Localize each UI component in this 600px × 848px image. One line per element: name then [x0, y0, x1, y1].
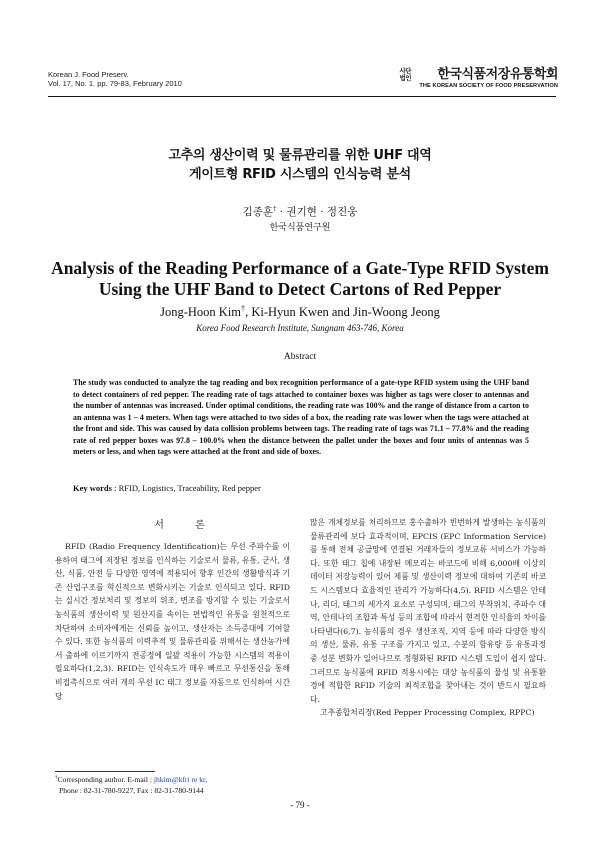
footnote-line2: Phone : 82-31-780-9227, Fax : 82-31-780-9144 — [59, 786, 204, 795]
footnote-mark: † — [55, 775, 58, 781]
korean-title — [40, 146, 560, 184]
journal-citation: Vol. 17, No. 1. pp. 79-83, February 2010 — [48, 79, 182, 88]
society-name-en: THE KOREAN SOCIETY OF FOOD PRESERVATION — [419, 83, 558, 89]
korean-authors — [40, 205, 560, 219]
footnote-author-label: Corresponding author. E-mail : — [57, 775, 154, 784]
society-mark-bottom: 법인 — [399, 74, 412, 82]
abstract-text: The study was conducted to analyze the tag reading and box recognition performance of a gate-type RFID system using the UHF band to detect containers of red pepper. The reading rate of tags attached to container boxes was higher as tags were closer to antennas and the number of antennas was increased. Under optimal conditions, the reading rate was 100% and the range of distance from a carton to an antenna was 1 – 4 meters. When tags were attached to two sides of a box, the reading rate was lower when the tags were attached at the front and side. This was caused by data collision problems between tags. The reading rate of tags was 71.1 – 77.8% and the reading rate of red pepper boxes was 97.8 – 100.0% when the distance between the pallet under the boxes and four units of antennas was 5 meters or less, and when tags were attached at the front and side of boxes. — [73, 378, 529, 456]
korean-title-line1: 고추의 생산이력 및 물류관리를 위한 UHF 대역 — [168, 148, 432, 163]
footnote — [55, 774, 295, 796]
body-column-left — [55, 540, 290, 703]
keywords-label: Key words — [73, 483, 112, 493]
footnote-email-link[interactable]: jhkim@kfri re kr, — [153, 775, 208, 784]
body-paragraph: 많은 개체정보를 처리하므로 홍수출하가 빈번하게 발생하는 농식품의 물류관리에 보다 효과적이며, EPCIS (EPC Information Service)를 통해 전체 공급망에 연결된 거래자들의 정보교류 서비스가 가능하다. 또한 태그 칩에 내장된 메모리는 바코드에 비해 6,000배 이상의 데이터 저장능력이 있어 제품 및 생산이력 정보에 대하여 기존의 바코드 시스템보다 효율적인 관리가 가능하다(4,5). RFID 시스템은 안테나, 리더, 태그의 세가지 요소로 구성되며, 태그의 부착위치, 주파수 대역, 안테나의 조합과 특성 등의 조합에 따라서 현격한 인식율의 차이를 나타낸다(6,7). 농식품의 경우 생산조직, 지역 등에 따라 다양한 방식의 생산, 물류, 유통 구조를 가지고 있고, 수분의 함유량 등 유통과정 중 성분 변화가 일어나므로 정형화된 RFID 시스템 도입이 쉽지 않다. 그러므로 농식품에 RFID 적용시에는 대상 농식품의 물성 및 유통환경에 적합한 RFID 기술의 최적조합을 찾아내는 것이 반드시 필요하다. — [310, 518, 546, 704]
society-logo — [396, 68, 558, 90]
body-paragraph: RFID (Radio Frequency Identification)는 무선 주파수를 이용하여 태그에 저장된 정보를 인식하는 기술로서 물류, 유통, 군사, 생산, 식품, 안전 등 다양한 영역에 적용되어 향후 인간의 생활방식과 기존 산업구조를 혁신적으로 변화시키는 기술로 인식되고 있다. RFID는 실시간 정보처리 및 정보의 위조, 변조를 방지할 수 있는 기술로서 농식품의 생산이력 및 원산지를 속이는 편법적인 유통을 원천적으로 차단하여 소비자에게는 신뢰를 높이고, 생산자는 소득증대에 기여할 수 있다. 또한 농식품의 이력추적 및 물류관리를 위해서는 생산농가에서 출하에 이르기까지 전공정에 일괄 적용이 가능한 시스템의 적용이 필요하다(1,2,3). RFID는 인식속도가 매우 빠르고 무선통신을 통해 비접촉식으로 여러 개의 무선 IC 태그 정보를 자동으로 인식하여 시간당 — [55, 542, 290, 701]
header-rule — [48, 96, 556, 97]
english-title-line1: Analysis of the Reading Performance of a Gate-Type RFID System — [51, 258, 549, 278]
english-authors — [40, 305, 560, 320]
corresponding-mark: † — [241, 303, 246, 313]
korean-affiliation: 한국식품연구원 — [269, 223, 331, 233]
page-number: - 79 - — [290, 800, 310, 810]
journal-name: Korean J. Food Preserv. — [48, 70, 129, 79]
abstract-heading: Abstract — [283, 352, 317, 362]
english-corresponding-author: Jong-Hoon Kim — [160, 305, 242, 319]
korean-title-line2: 게이트형 RFID 시스템의 인식능력 분석 — [189, 167, 411, 182]
corresponding-mark: † — [273, 204, 277, 213]
body-paragraph: 고추종합처리장(Red Pepper Processing Complex, RPPC) — [320, 708, 535, 718]
footnote-rule — [55, 771, 155, 772]
english-affiliation: Korea Food Research Institute, Sungnam 463-746, Korea — [196, 323, 404, 333]
korean-coauthors: · 권기현 · 정진웅 — [276, 206, 358, 218]
society-mark-top: 사단 — [399, 67, 412, 75]
english-coauthors: , Ki-Hyun Kwen and Jin-Woong Jeong — [245, 305, 440, 319]
society-mark — [396, 68, 414, 90]
english-title — [40, 258, 560, 300]
keywords: Key words : RFID, Logistics, Traceability, Red pepper — [73, 483, 261, 493]
keywords-value: RFID, Logistics, Traceability, Red pepper — [118, 483, 261, 493]
english-title-line2: Using the UHF Band to Detect Cartons of Red Pepper — [98, 279, 502, 299]
body-column-right — [310, 516, 546, 720]
society-name — [419, 68, 558, 90]
section-heading-introduction: 서 론 — [154, 520, 219, 531]
society-name-ko: 한국식품저장유통학회 — [437, 67, 558, 82]
korean-corresponding-author: 김종훈 — [242, 206, 274, 218]
footnote-line1 — [55, 774, 295, 785]
journal-info — [48, 70, 182, 88]
